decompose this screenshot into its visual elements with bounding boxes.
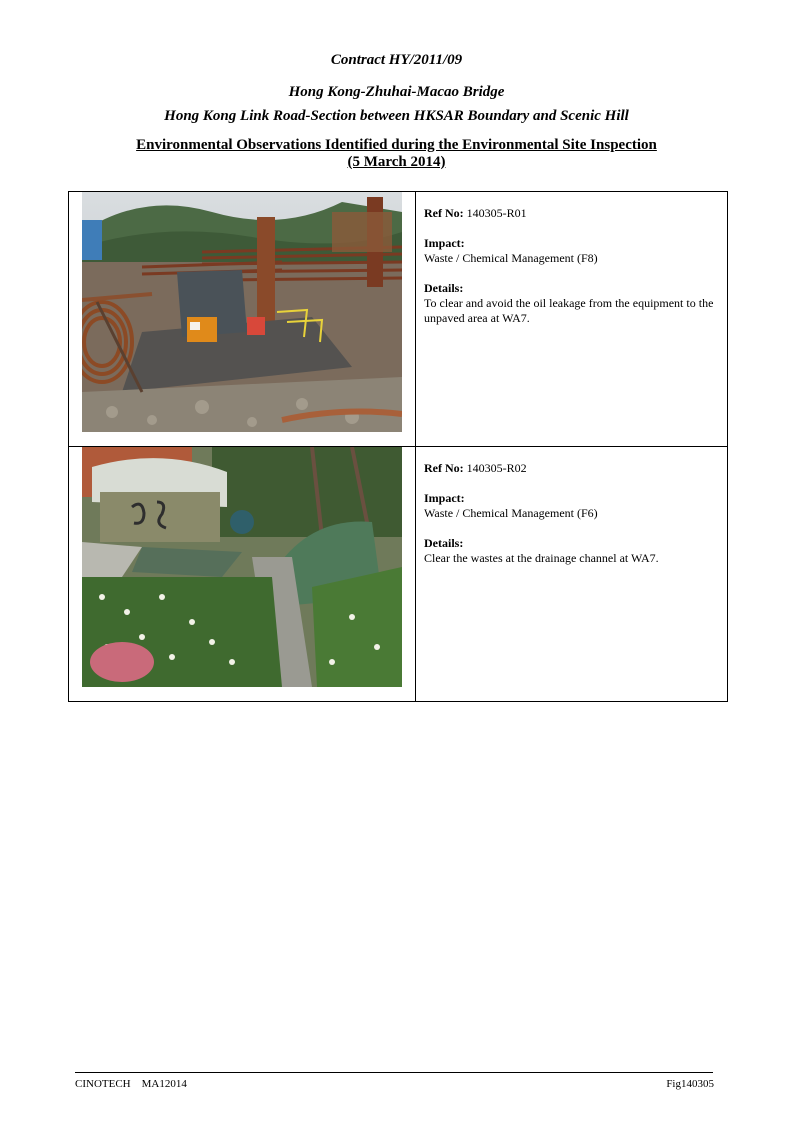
details-label: Details: xyxy=(424,536,464,550)
footer-figure-number: Fig140305 xyxy=(666,1078,714,1090)
ref-label: Ref No: xyxy=(424,206,464,220)
table-row xyxy=(69,192,728,447)
footer-divider xyxy=(75,1072,713,1073)
project-name: Hong Kong-Zhuhai-Macao Bridge xyxy=(288,84,505,100)
section-name: Hong Kong Link Road-Section between HKSAR Boundary and Scenic Hill xyxy=(164,108,629,124)
photo-cell xyxy=(69,192,416,447)
inspection-date: (5 March 2014) xyxy=(347,154,446,170)
ref-number: 140305-R02 xyxy=(466,461,527,475)
impact-value: Waste / Chemical Management (F6) xyxy=(424,506,598,520)
impact-label: Impact: xyxy=(424,236,465,250)
ref-label: Ref No: xyxy=(424,461,464,475)
site-photo-oil-leakage xyxy=(82,192,402,432)
ref-number: 140305-R01 xyxy=(466,206,527,220)
site-photo-drainage-channel xyxy=(82,447,402,687)
impact-value: Waste / Chemical Management (F8) xyxy=(424,251,598,265)
page-title: Environmental Observations Identified during the Environmental Site Inspection xyxy=(136,137,657,153)
table-row xyxy=(69,447,728,702)
observation-details-cell xyxy=(416,447,728,702)
ref-line xyxy=(424,206,719,221)
ref-line xyxy=(424,461,719,476)
contract-number: Contract HY/2011/09 xyxy=(330,52,463,68)
details-value: To clear and avoid the oil leakage from the equipment to the unpaved area at WA7. xyxy=(424,296,714,325)
details-value: Clear the wastes at the drainage channel at WA7. xyxy=(424,551,659,565)
observation-details-cell xyxy=(416,192,728,447)
footer-company: CINOTECH MA12014 xyxy=(75,1078,187,1090)
observations-table xyxy=(68,191,728,702)
impact-label: Impact: xyxy=(424,491,465,505)
photo-cell xyxy=(69,447,416,702)
details-label: Details: xyxy=(424,281,464,295)
